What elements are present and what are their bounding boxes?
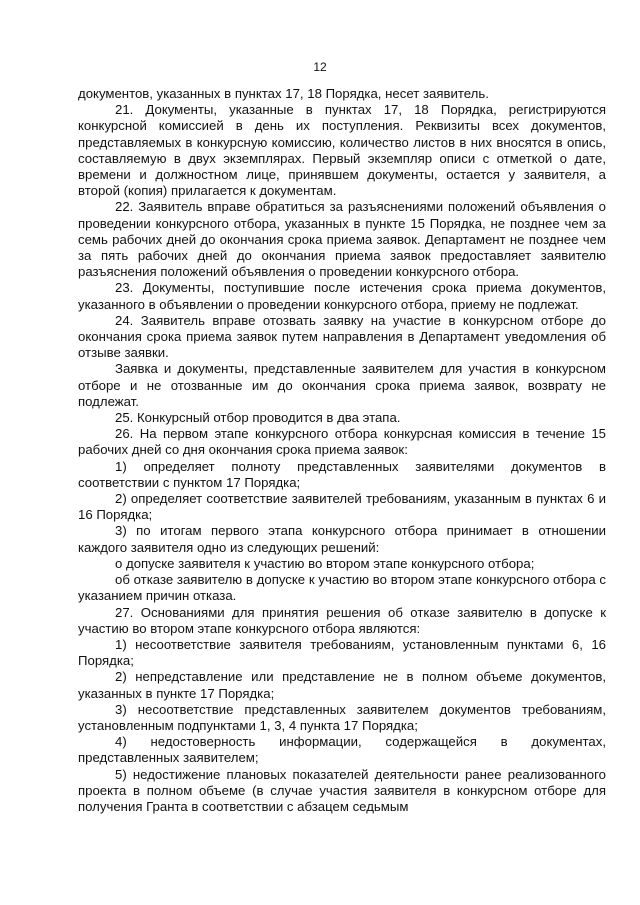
document-body (78, 86, 606, 815)
paragraph-clause-27-item-5: 5) недостижение плановых показателей деятельности ранее реализованного проекта в полном объеме (в случае участия заявителя в конкурсном отборе для получения Гранта в соответствии с абзацем седьмым (78, 766, 606, 814)
paragraph-decision-admit: о допуске заявителя к участию во втором этапе конкурсного отбора; (115, 555, 535, 571)
paragraph-clause-24: 24. Заявитель вправе отозвать заявку на участие в конкурсном отборе до окончания срока приема заявок путем направления в Департамент уведомления об отзыве заявки. (78, 312, 606, 361)
paragraph-clause-26: 26. На первом этапе конкурсного отбора конкурсная комиссия в течение 15 рабочих дней со дня окончания срока приема заявок: (78, 426, 606, 458)
page-number: 12 (313, 60, 327, 74)
paragraph-clause-27: 27. Основаниями для принятия решения об отказе заявителю в допуске к участию во втором этапе конкурсного отбора являются: (78, 604, 606, 636)
paragraph-continued: документов, указанных в пунктах 17, 18 Порядка, несет заявитель. (78, 86, 489, 101)
paragraph-clause-22: 22. Заявитель вправе обратиться за разъяснениями положений объявления о проведении конкурсного отбора, указанных в пункте 15 Порядка, не позднее чем за семь рабочих дней до окончания срока приема заявок. Департамент не позднее чем за пять рабочих дней до окончания приема заявок предоставляет заявителю разъяснения положений объявления о проведении конкурсного отбора. (78, 199, 606, 280)
paragraph-clause-27-item-4: 4) недостоверность информации, содержащейся в документах, представленных заявителем; (78, 734, 606, 766)
paragraph-clause-24-note: Заявка и документы, представленные заявителем для участия в конкурсном отборе и не отозванные им до окончания срока приема заявок, возврату не подлежат. (78, 361, 606, 409)
paragraph-clause-23: 23. Документы, поступившие после истечения срока приема документов, указанного в объявлении о проведении конкурсного отбора, приему не подлежат. (78, 280, 606, 312)
paragraph-clause-26-item-1: 1) определяет полноту представленных заявителями документов в соответствии с пунктом 17 Порядка; (78, 458, 606, 490)
paragraph-decision-refuse: об отказе заявителю в допуске к участию во втором этапе конкурсного отбора с указанием причин отказа. (78, 572, 606, 604)
paragraph-clause-26-item-3: 3) по итогам первого этапа конкурсного отбора принимает в отношении каждого заявителя одно из следующих решений: (78, 523, 606, 555)
paragraph-clause-27-item-3: 3) несоответствие представленных заявителем документов требованиям, установленным подпунктами 1, 3, 4 пункта 17 Порядка; (78, 701, 606, 733)
paragraph-clause-25: 25. Конкурсный отбор проводится в два этапа. (115, 410, 401, 426)
paragraph-clause-27-item-2: 2) непредставление или представление не в полном объеме документов, указанных в пункте 17 Порядка; (78, 669, 606, 701)
paragraph-clause-21: 21. Документы, указанные в пунктах 17, 18 Порядка, регистрируются конкурсной комиссией в день их поступления. Реквизиты всех документов, представляемых в конкурсную комиссию, количество листов в них вносятся в опись, составляемую в двух экземплярах. Первый экземпляр описи с отметкой о дате, времени и должностном лице, принявшем документы, остается у заявителя, а второй (копия) прилагается к документам. (78, 102, 606, 199)
paragraph-clause-27-item-1: 1) несоответствие заявителя требованиям, установленным пунктами 6, 16 Порядка; (78, 636, 606, 669)
paragraph-clause-26-item-2: 2) определяет соответствие заявителей требованиям, указанным в пунктах 6 и 16 Порядка; (78, 491, 606, 523)
